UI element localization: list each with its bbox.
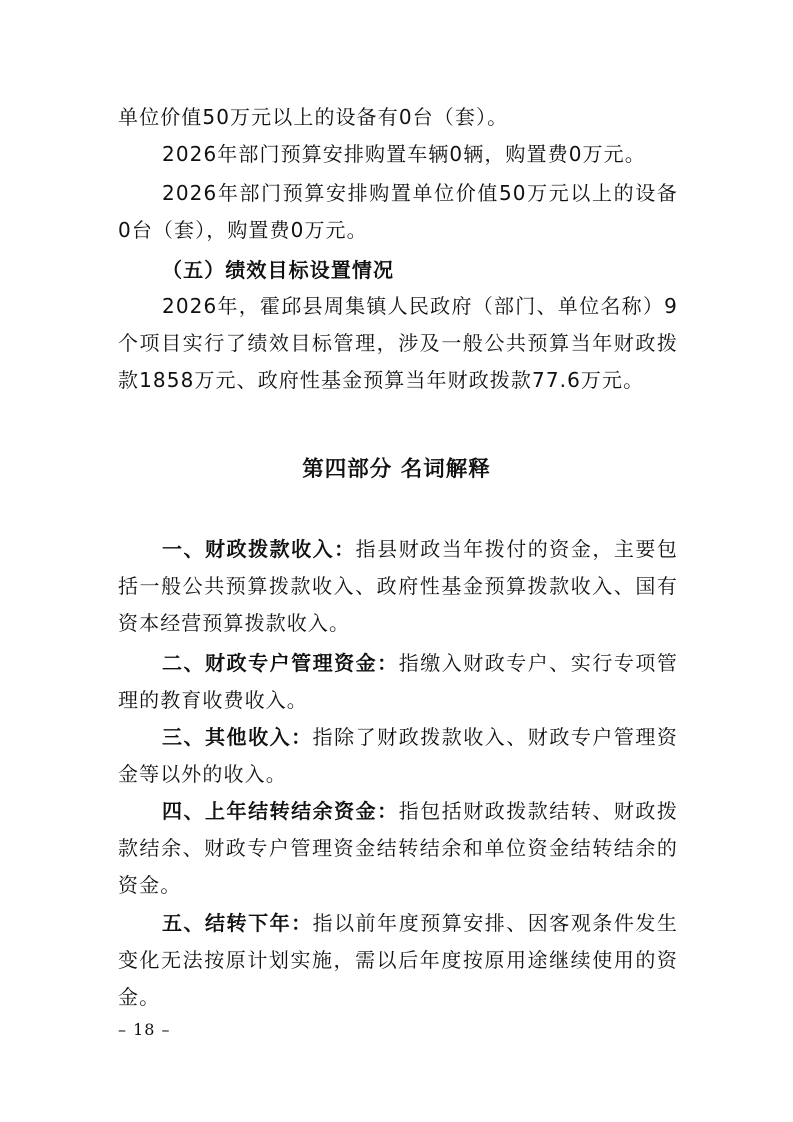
term-definition: 指包括财政拨款结转、财政拨款结余、财政专户管理资金结转结余和单位资金结转结余的资金。 [118,799,678,897]
term-label: 四、上年结转结余资金： [162,799,399,823]
paragraph-equipment-count: 单位价值50万元以上的设备有0台（套）。 [118,105,509,129]
paragraph-performance-targets: 2026年，霍邱县周集镇人民政府（部门、单位名称）9个项目实行了绩效目标管理，涉及一般公共预算当年财政拨款1858万元、政府性基金预算当年财政拨款77.6万元。 [118,294,678,392]
definition-special-account-funds [118,645,678,719]
term-definition: 指除了财政拨款收入、财政专户管理资金等以外的收入。 [118,725,678,786]
definition-other-income [118,719,678,793]
term-label: 一、财政拨款收入： [162,537,356,561]
definition-carry-forward [118,905,678,1016]
term-definition: 指缴入财政专户、实行专项管理的教育收费收入。 [118,651,678,712]
subheading-performance-targets: （五）绩效目标设置情况 [162,258,395,282]
page-number: – 18 – [118,1020,171,1039]
section-title: 第四部分 名词解释 [302,457,491,482]
definition-fiscal-appropriation [118,531,678,642]
definition-carryover-funds [118,793,678,904]
term-label: 五、结转下年： [162,911,313,935]
term-definition: 指县财政当年拨付的资金，主要包括一般公共预算拨款收入、政府性基金预算拨款收入、国有资本经营预算拨款收入。 [118,537,678,635]
term-label: 二、财政专户管理资金： [162,651,399,675]
paragraph-equipment-purchase: 2026年部门预算安排购置单位价值50万元以上的设备0台（套），购置费0万元。 [118,181,678,242]
term-definition: 指以前年度预算安排、因客观条件发生变化无法按原计划实施，需以后年度按原用途继续使用的资金。 [118,911,678,1009]
paragraph-vehicle-purchase: 2026年部门预算安排购置车辆0辆，购置费0万元。 [162,142,646,166]
term-label: 三、其他收入： [162,725,313,749]
